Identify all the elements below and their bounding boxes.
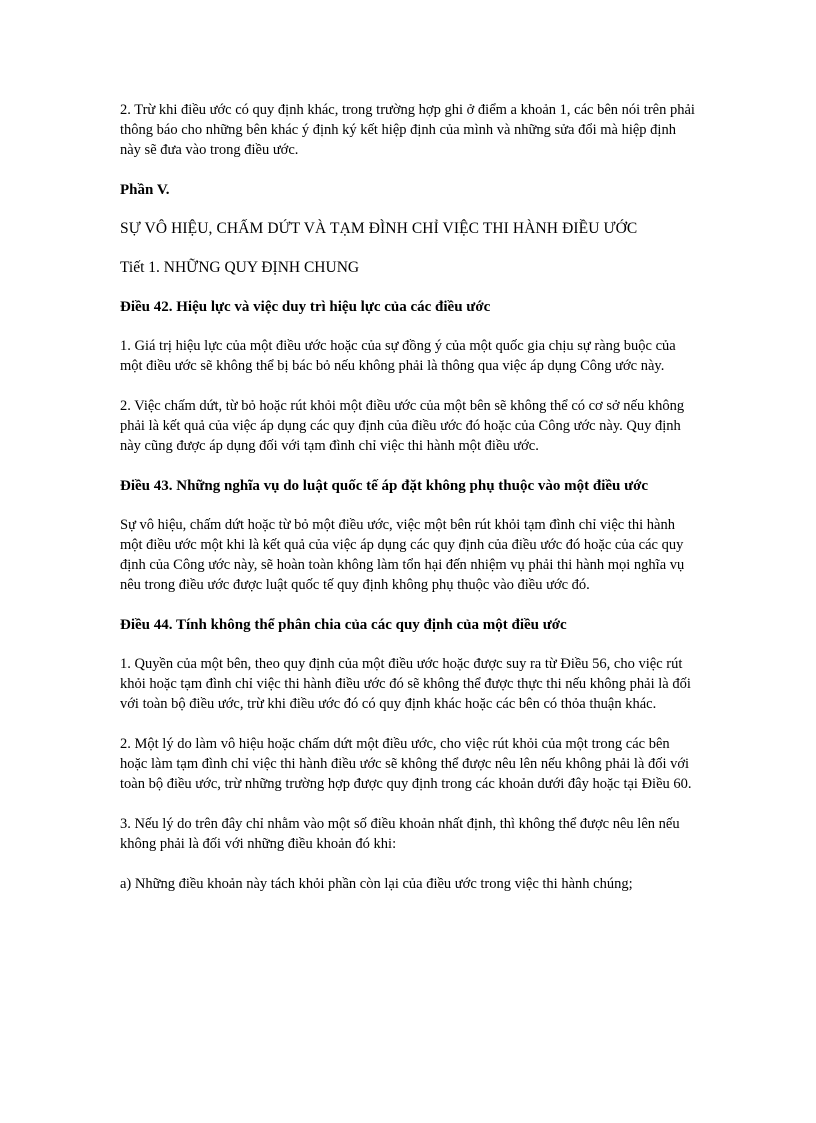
article-44-title: Điều 44. Tính không thể phân chia của các quy định của một điều ước [120,617,567,633]
part-label: Phần V. [120,182,170,198]
article-43-paragraph-1: Sự vô hiệu, chấm dứt hoặc từ bỏ một điều ước, việc một bên rút khỏi tạm đình chỉ việc thi hành một điều ước một khi là kết quả của việc áp dụng các quy định của điều ước đó hoặc của các quy định của Công ước này, sẽ hoàn toàn không làm tổn hại đến nhiệm vụ phải thi hành mọi nghĩa vụ nêu trong điều ước được luật quốc tế quy định không phụ thuộc vào điều ước đó. [120,517,685,593]
intro-paragraph: 2. Trừ khi điều ước có quy định khác, trong trường hợp ghi ở điểm a khoản 1, các bên nói trên phải thông báo cho những bên khác ý định ký kết hiệp định của mình và những sửa đổi mà hiệp định này sẽ đưa vào trong điều ước. [120,102,695,158]
section-title: Tiết 1. NHỮNG QUY ĐỊNH CHUNG [120,259,360,276]
article-42-title: Điều 42. Hiệu lực và việc duy trì hiệu lực của các điều ước [120,299,491,315]
part-title: SỰ VÔ HIỆU, CHẤM DỨT VÀ TẠM ĐÌNH CHỈ VIỆC THI HÀNH ĐIỀU ƯỚC [120,220,638,237]
article-42-paragraph-2: 2. Việc chấm dứt, từ bỏ hoặc rút khỏi một điều ước của một bên sẽ không thể có cơ sở nếu không phải là kết quả của việc áp dụng các quy định của điều ước đó hoặc của Công ước này. Quy định này cũng được áp dụng đối với tạm đình chỉ việc thi hành một điều ước. [120,398,685,454]
article-44-paragraph-3: 3. Nếu lý do trên đây chỉ nhằm vào một số điều khoản nhất định, thì không thể được nêu lên nếu không phải là đối với những điều khoản đó khi: [120,816,680,852]
article-43-title: Điều 43. Những nghĩa vụ do luật quốc tế áp đặt không phụ thuộc vào một điều ước [120,478,649,494]
article-42-paragraph-1: 1. Giá trị hiệu lực của một điều ước hoặc của sự đồng ý của một quốc gia chịu sự ràng buộc của một điều ước sẽ không thể bị bác bỏ nếu không phải là thông qua việc áp dụng Công ước này. [120,338,676,374]
document-page [120,100,700,914]
article-44-paragraph-1: 1. Quyền của một bên, theo quy định của một điều ước hoặc được suy ra từ Điều 56, cho việc rút khỏi hoặc tạm đình chỉ việc thi hành điều ước đó sẽ không thể được thực thi nếu không phải là đối với toàn bộ điều ước, trừ khi điều ước đó có quy định khác hoặc các bên có thỏa thuận khác. [120,656,691,712]
article-44-paragraph-2: 2. Một lý do làm vô hiệu hoặc chấm dứt một điều ước, cho việc rút khỏi của một trong các bên hoặc làm tạm đình chỉ việc thi hành điều ước sẽ không thể được nêu lên nếu không phải là đối với toàn bộ điều ước, trừ những trường hợp được quy định trong các khoản dưới đây hoặc tại Điều 60. [120,736,692,792]
article-44-paragraph-4: a) Những điều khoản này tách khỏi phần còn lại của điều ước trong việc thi hành chúng; [120,876,633,892]
